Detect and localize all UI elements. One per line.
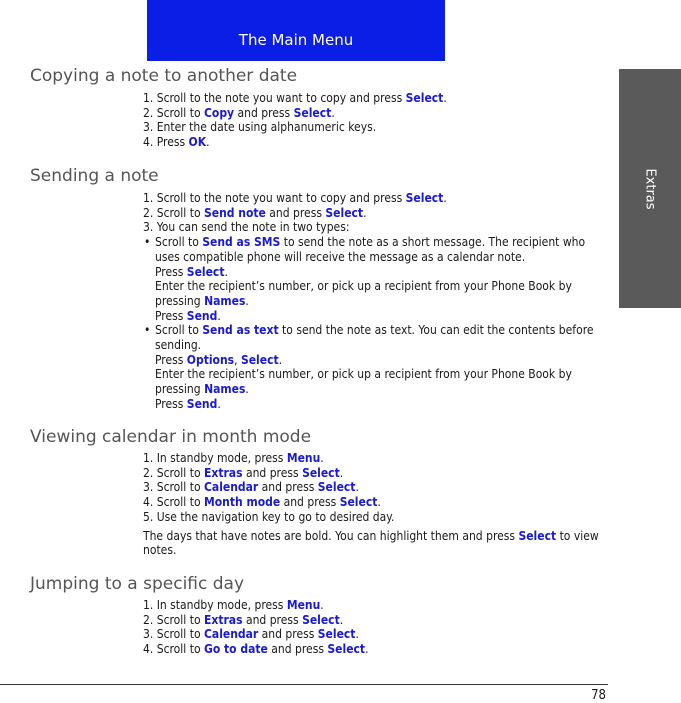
steps-month-mode bbox=[143, 451, 605, 558]
key-name: Copy bbox=[203, 105, 235, 120]
step: 4. Scroll to Month mode and press Select. bbox=[143, 495, 381, 510]
step: 2. Scroll to Extras and press Select. bbox=[143, 612, 344, 627]
key-name: Names bbox=[204, 293, 246, 308]
side-tab-label: Extras bbox=[642, 167, 658, 210]
key-name: Select bbox=[518, 528, 557, 543]
sub-step: Enter the recipient’s number, or pick up a recipient from your Phone Book by pressing Names. bbox=[155, 367, 572, 397]
section-title-sending-note: Sending a note bbox=[30, 166, 159, 186]
key-name: Select bbox=[186, 264, 225, 279]
step: 2. Scroll to Send note and press Select. bbox=[143, 205, 367, 220]
steps-specific-day bbox=[143, 598, 605, 657]
chapter-header-tab bbox=[147, 0, 445, 61]
page-number: 78 bbox=[591, 688, 606, 703]
key-name: Calendar bbox=[203, 627, 259, 642]
key-name: Calendar bbox=[203, 480, 259, 495]
step: 1. In standby mode, press Menu. bbox=[143, 598, 324, 612]
key-name: Select bbox=[317, 627, 356, 642]
key-name: Extras bbox=[203, 612, 243, 627]
step: 2. Scroll to Extras and press Select. bbox=[143, 465, 344, 480]
key-name: Month mode bbox=[203, 495, 281, 510]
step: 4. Scroll to Go to date and press Select. bbox=[143, 642, 369, 657]
step: 1. Scroll to the note you want to copy and press Select. bbox=[143, 191, 447, 205]
key-name: Select bbox=[302, 465, 340, 480]
key-name: Menu bbox=[286, 598, 321, 612]
key-name: Send as SMS bbox=[202, 235, 281, 250]
step: 3. Scroll to Calendar and press Select. bbox=[143, 627, 359, 642]
key-name: Send bbox=[186, 396, 218, 411]
key-name: Select bbox=[302, 612, 340, 627]
key-name: Options bbox=[186, 352, 235, 367]
steps-sending-note bbox=[143, 191, 605, 412]
sub-step: Enter the recipient’s number, or pick up a recipient from your Phone Book by pressing Names. bbox=[155, 279, 572, 308]
footer-divider bbox=[0, 684, 608, 685]
step: 1. Scroll to the note you want to copy and press Select. bbox=[143, 91, 447, 105]
section-title-specific-day: Jumping to a specific day bbox=[30, 574, 245, 594]
month-mode-note: The days that have notes are bold. You can highlight them and press Select to view notes. bbox=[143, 528, 599, 558]
steps-copying-note bbox=[143, 91, 605, 150]
bullet-send-as-text: • Scroll to Send as text to send the note as text. You can edit the contents before sending. bbox=[143, 323, 605, 352]
sub-step: Press Send. bbox=[155, 396, 221, 411]
key-name: Select bbox=[240, 352, 279, 367]
key-name: Go to date bbox=[203, 642, 268, 657]
key-name: Select bbox=[327, 642, 366, 657]
key-name: Select bbox=[405, 191, 444, 205]
key-name: OK bbox=[188, 135, 207, 150]
key-name: Select bbox=[293, 105, 332, 120]
bullet-send-as-sms: • Scroll to Send as SMS to send the note as a short message. The recipient who uses compatible phone will receive the message as a calendar note. bbox=[143, 235, 605, 264]
step: 3. Enter the date using alphanumeric keys. bbox=[143, 120, 377, 135]
step: 4. Press OK. bbox=[143, 135, 210, 150]
chapter-title: The Main Menu bbox=[238, 31, 354, 49]
step: 3. You can send the note in two types: bbox=[143, 220, 350, 235]
key-name: Select bbox=[405, 91, 444, 105]
sub-step: Press Select. bbox=[155, 264, 228, 279]
section-title-copying-note: Copying a note to another date bbox=[30, 66, 298, 86]
sub-step: Press Options, Select. bbox=[155, 352, 283, 367]
key-name: Send note bbox=[203, 205, 266, 220]
step: 5. Use the navigation key to go to desired day. bbox=[143, 509, 395, 524]
sub-step: Press Send. bbox=[155, 308, 221, 323]
step: 2. Scroll to Copy and press Select. bbox=[143, 105, 335, 120]
key-name: Names bbox=[204, 382, 246, 397]
key-name: Send as text bbox=[202, 323, 279, 338]
key-name: Select bbox=[339, 495, 378, 510]
step: 1. In standby mode, press Menu. bbox=[143, 451, 324, 465]
step: 3. Scroll to Calendar and press Select. bbox=[143, 480, 359, 495]
key-name: Send bbox=[186, 308, 218, 323]
section-side-tab bbox=[619, 69, 681, 308]
section-title-month-mode: Viewing calendar in month mode bbox=[30, 427, 312, 447]
key-name: Select bbox=[317, 480, 356, 495]
key-name: Menu bbox=[286, 451, 321, 465]
key-name: Select bbox=[325, 205, 364, 220]
key-name: Extras bbox=[203, 465, 243, 480]
